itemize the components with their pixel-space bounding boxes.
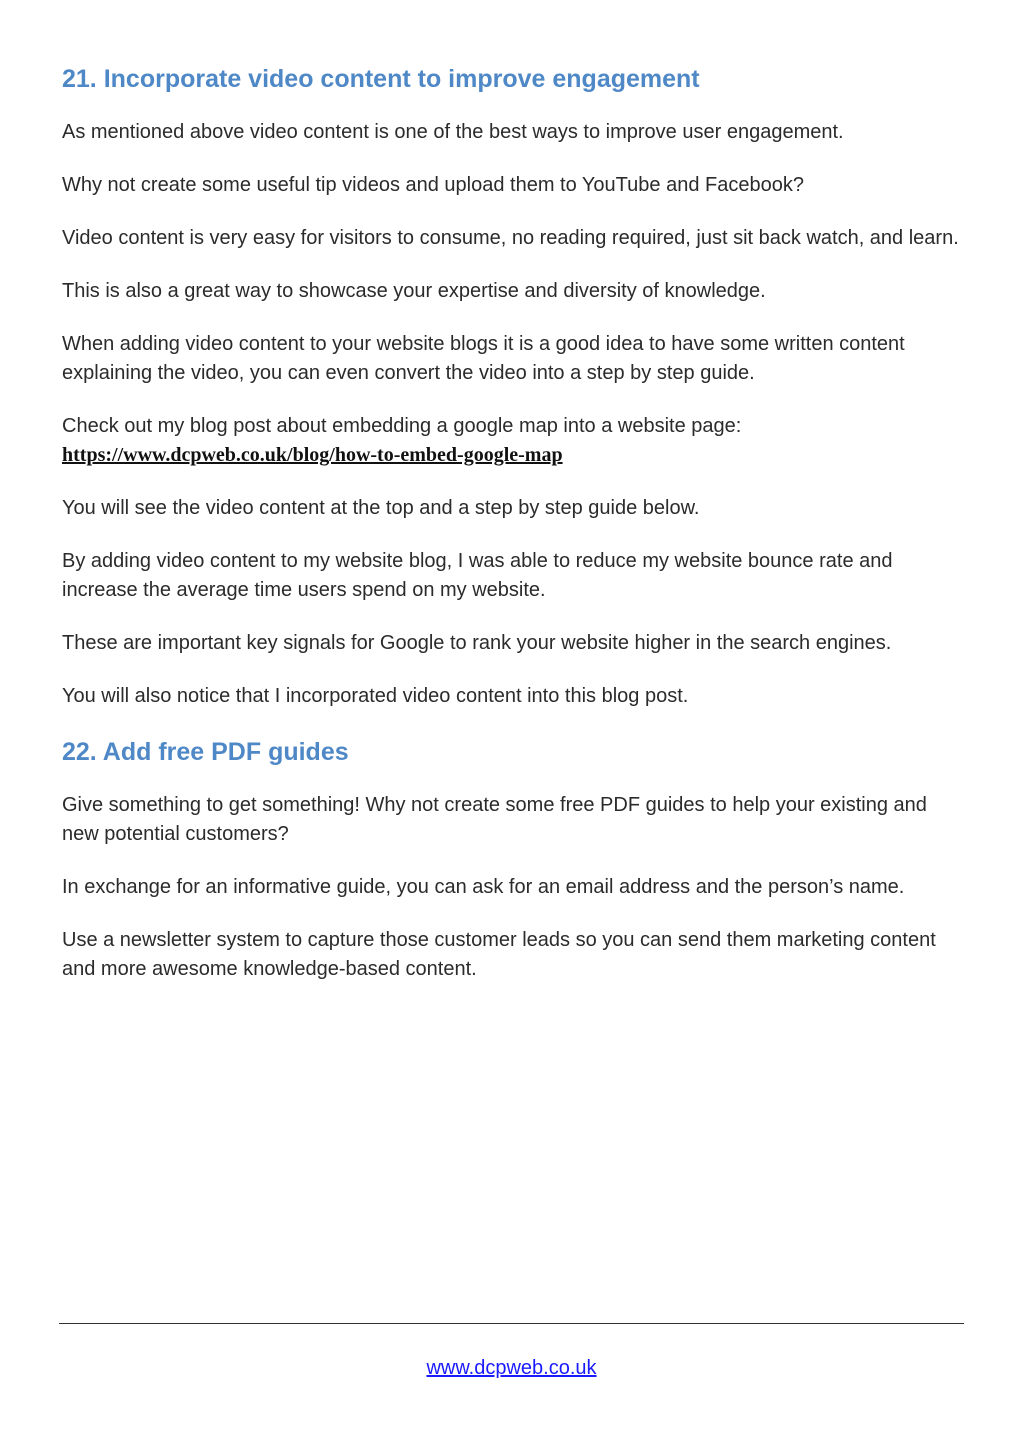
- section-21-paragraph-7: By adding video content to my website blog, I was able to reduce my website bounce rate and increase the average time users spend on my website.: [62, 550, 893, 601]
- blog-link-intro: Check out my blog post about embedding a google map into a website page:: [62, 415, 742, 437]
- blog-post-link[interactable]: https://www.dcpweb.co.uk/blog/how-to-embed-google-map: [62, 444, 563, 466]
- section-22-paragraph-3: Use a newsletter system to capture those customer leads so you can send them marketing content and more awesome knowledge-based content.: [62, 929, 936, 980]
- section-21-paragraph-4: This is also a great way to showcase your expertise and diversity of knowledge.: [62, 280, 766, 302]
- section-21-paragraph-5: When adding video content to your website blogs it is a good idea to have some written content explaining the video, you can even convert the video into a step by step guide.: [62, 333, 905, 384]
- section-21-paragraph-6: You will see the video content at the top and a step by step guide below.: [62, 497, 700, 519]
- footer-website-link[interactable]: www.dcpweb.co.uk: [426, 1357, 597, 1379]
- section-21-paragraph-1: As mentioned above video content is one of the best ways to improve user engagement.: [62, 121, 844, 143]
- section-21-heading: 21. Incorporate video content to improve engagement: [62, 65, 700, 93]
- section-22-paragraph-2: In exchange for an informative guide, you can ask for an email address and the person’s name.: [62, 876, 905, 898]
- section-21-paragraph-9: You will also notice that I incorporated video content into this blog post.: [62, 685, 689, 707]
- section-21-paragraph-2: Why not create some useful tip videos and upload them to YouTube and Facebook?: [62, 174, 804, 196]
- section-21-paragraph-8: These are important key signals for Google to rank your website higher in the search engines.: [62, 632, 892, 654]
- page-content: [62, 62, 967, 1008]
- section-22-paragraph-1: Give something to get something! Why not create some free PDF guides to help your existing and new potential customers?: [62, 794, 927, 845]
- footer-divider: [59, 1323, 964, 1324]
- section-21-paragraph-3: Video content is very easy for visitors to consume, no reading required, just sit back watch, and learn.: [62, 227, 959, 249]
- section-22-heading: 22. Add free PDF guides: [62, 738, 349, 766]
- blog-link-paragraph: [62, 412, 967, 470]
